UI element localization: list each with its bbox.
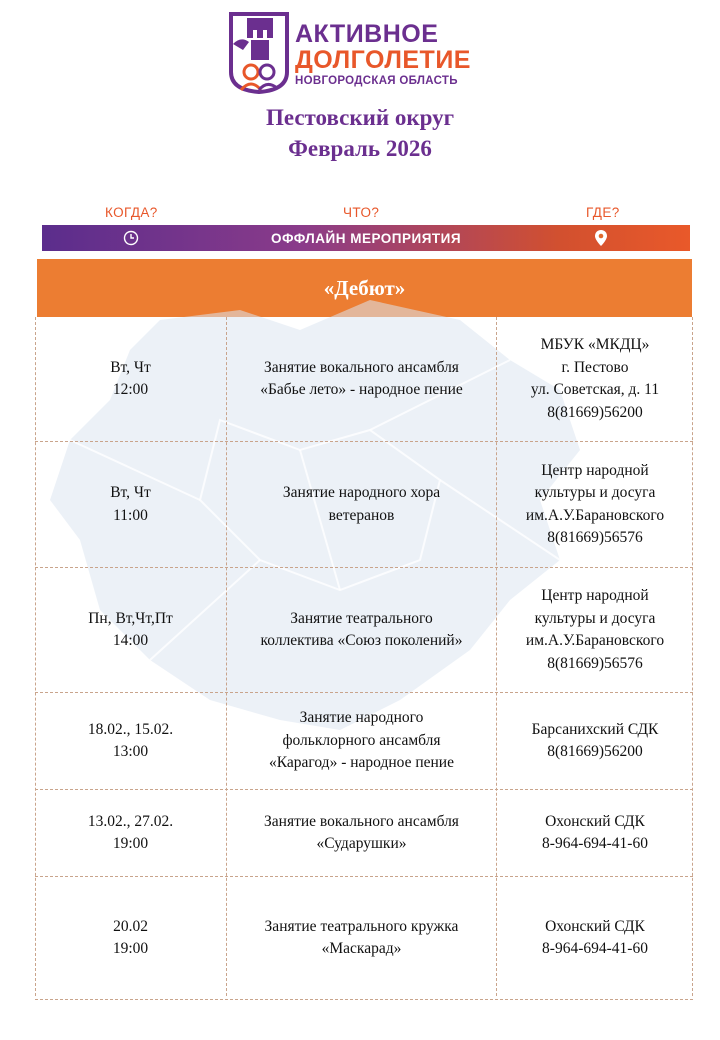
cell-where: Охонский СДК 8-964-694-41-60 (542, 812, 648, 852)
cell-where: Барсанихский СДК 8(81669)56200 (531, 720, 659, 760)
schedule-table (35, 317, 693, 1000)
location-pin-icon (594, 229, 608, 247)
cell-what: Занятие народного хора ветеранов (282, 484, 441, 524)
cell-when: Вт, Чт 12:00 (110, 358, 151, 398)
cell-where: Центр народной культуры и досуга им.А.У.Барановского 8(81669)56576 (525, 587, 665, 672)
table-row (35, 877, 693, 1000)
cell-what: Занятие театрального кружка «Маскарад» (264, 917, 459, 957)
table-row (35, 568, 693, 693)
cell-what: Занятие вокального ансамбля «Сударушки» (264, 812, 459, 852)
offline-events-bar (42, 225, 690, 251)
logo-line-2: ДОЛГОЛЕТИЕ (295, 46, 471, 74)
cell-when: 20.02 19:00 (112, 917, 149, 957)
cell-what: Занятие театрального коллектива «Союз поколений» (260, 609, 463, 649)
bar-label: ОФФЛАЙН МЕРОПРИЯТИЯ (270, 231, 462, 246)
table-row (35, 790, 693, 877)
month-title: Февраль 2026 (288, 136, 432, 161)
cell-what: Занятие народного фольклорного ансамбля «Карагод» - народное пение (269, 709, 454, 772)
logo-line-3: НОВГОРОДСКАЯ ОБЛАСТЬ (295, 75, 458, 87)
cell-when: Вт, Чт 11:00 (110, 484, 151, 524)
district-title: Пестовский округ (265, 105, 455, 130)
cell-where: МБУК «МКДЦ» г. Пестово ул. Советская, д. 11 8(81669)56200 (530, 336, 660, 421)
logo-line-1: АКТИВНОЕ (295, 20, 439, 48)
cell-when: Пн, Вт,Чт,Пт 14:00 (88, 609, 173, 649)
header-where: ГДЕ? (586, 205, 620, 220)
cell-when: 13.02., 27.02. 19:00 (87, 812, 174, 852)
header-what: ЧТО? (343, 205, 380, 220)
logo-emblem-icon (227, 10, 291, 94)
cell-where: Охонский СДК 8-964-694-41-60 (542, 917, 648, 957)
header-when: КОГДА? (105, 205, 158, 220)
table-row (35, 693, 693, 790)
cell-what: Занятие вокального ансамбля «Бабье лето» - народное пение (260, 358, 463, 398)
table-row (35, 442, 693, 568)
section-title: «Дебют» (37, 259, 692, 317)
cell-when: 18.02., 15.02. 13:00 (87, 720, 174, 760)
cell-where: Центр народной культуры и досуга им.А.У.Барановского 8(81669)56576 (525, 461, 665, 546)
table-row (35, 317, 693, 442)
brand-logo (227, 10, 497, 94)
